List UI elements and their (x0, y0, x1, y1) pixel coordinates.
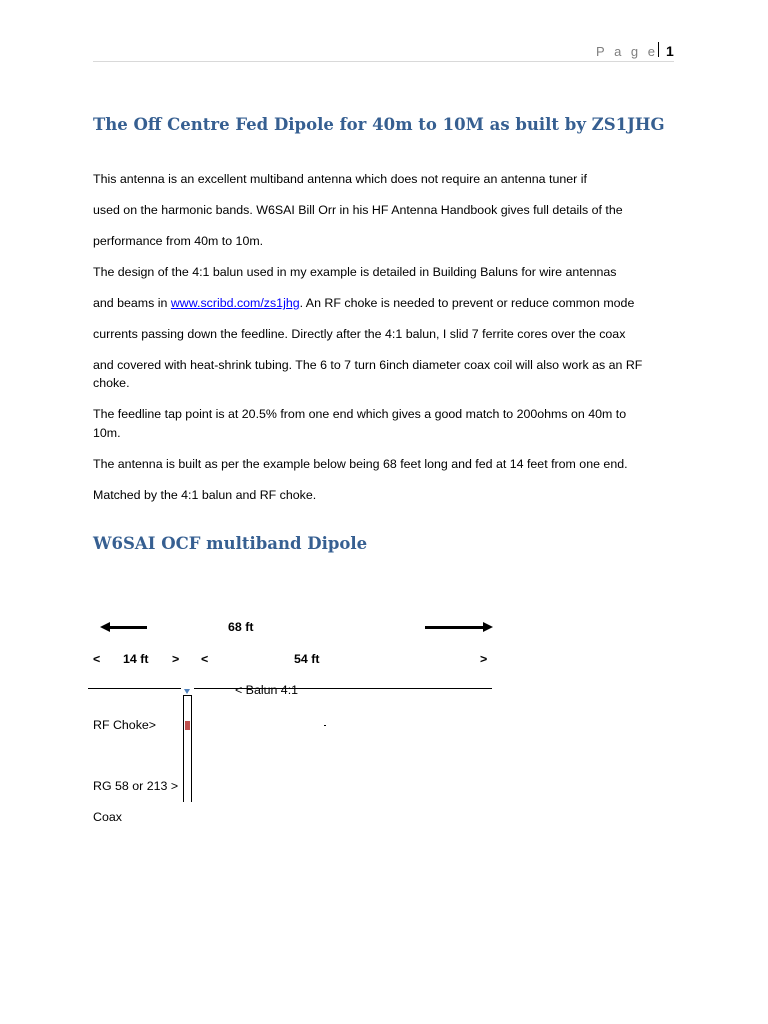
paragraph-tap-line-1: The feedline tap point is at 20.5% from one end which gives a good match to 200ohms on 40m to (93, 407, 627, 421)
paragraph-tap-line-2: 10m. (93, 426, 121, 440)
left-arrow-shaft (109, 626, 147, 629)
rf-choke-marker (185, 721, 190, 730)
long-leg-open-bracket: < (201, 652, 209, 666)
page-number: 1 (666, 43, 674, 59)
balun-line-2-prefix: and beams in (93, 296, 171, 310)
page-label: P a g e (596, 44, 658, 59)
diagram-heading: W6SAI OCF multiband Dipole (93, 534, 368, 553)
header-rule (93, 61, 674, 62)
short-leg-label: 14 ft (123, 652, 149, 666)
balun-line-2-suffix: . An RF choke is needed to prevent or reduce common mode (299, 296, 635, 310)
coax-top-cap (183, 695, 192, 696)
paragraph-balun-line-4: and covered with heat-shrink tubing. The 6 to 7 turn 6inch diameter coax coil will also work as an RF (93, 358, 643, 372)
paragraph-intro-line-1: This antenna is an excellent multiband antenna which does not require an antenna tuner if (93, 172, 587, 186)
page-number-separator (658, 42, 659, 57)
short-leg-close-bracket: > (172, 652, 180, 666)
paragraph-balun-line-5: choke. (93, 376, 130, 390)
coax-line-left (183, 695, 184, 802)
paragraph-balun-line-2 (93, 295, 634, 311)
paragraph-intro-line-3: performance from 40m to 10m. (93, 234, 264, 248)
right-arrow-head-icon (483, 622, 493, 632)
paragraph-balun-line-3: currents passing down the feedline. Directly after the 4:1 balun, I slid 7 ferrite cores over the coax (93, 327, 626, 341)
short-leg-open-bracket: < (93, 652, 101, 666)
total-length-label: 68 ft (228, 620, 254, 634)
stray-dot (324, 725, 326, 726)
balun-marker-icon (184, 689, 190, 694)
long-leg-close-bracket: > (480, 652, 488, 666)
paragraph-intro-line-2: used on the harmonic bands. W6SAI Bill Orr in his HF Antenna Handbook gives full details of the (93, 203, 623, 217)
short-leg-wire (88, 688, 181, 689)
rf-choke-label: RF Choke> (93, 718, 157, 732)
paragraph-match-line: Matched by the 4:1 balun and RF choke. (93, 488, 317, 502)
right-arrow-shaft (425, 626, 484, 629)
scribd-link[interactable]: www.scribd.com/zs1jhg (170, 296, 300, 310)
paragraph-balun-line-1: The design of the 4:1 balun used in my example is detailed in Building Baluns for wire antennas (93, 265, 617, 279)
document-title: The Off Centre Fed Dipole for 40m to 10M as built by ZS1JHG (93, 115, 665, 134)
coax-label: Coax (93, 810, 122, 824)
coax-type-label: RG 58 or 213 > (93, 779, 179, 793)
balun-label: < Balun 4:1 (235, 683, 299, 697)
coax-line-right (191, 695, 192, 802)
paragraph-build-line: The antenna is built as per the example below being 68 feet long and fed at 14 feet from one end. (93, 457, 628, 471)
long-leg-label: 54 ft (294, 652, 320, 666)
